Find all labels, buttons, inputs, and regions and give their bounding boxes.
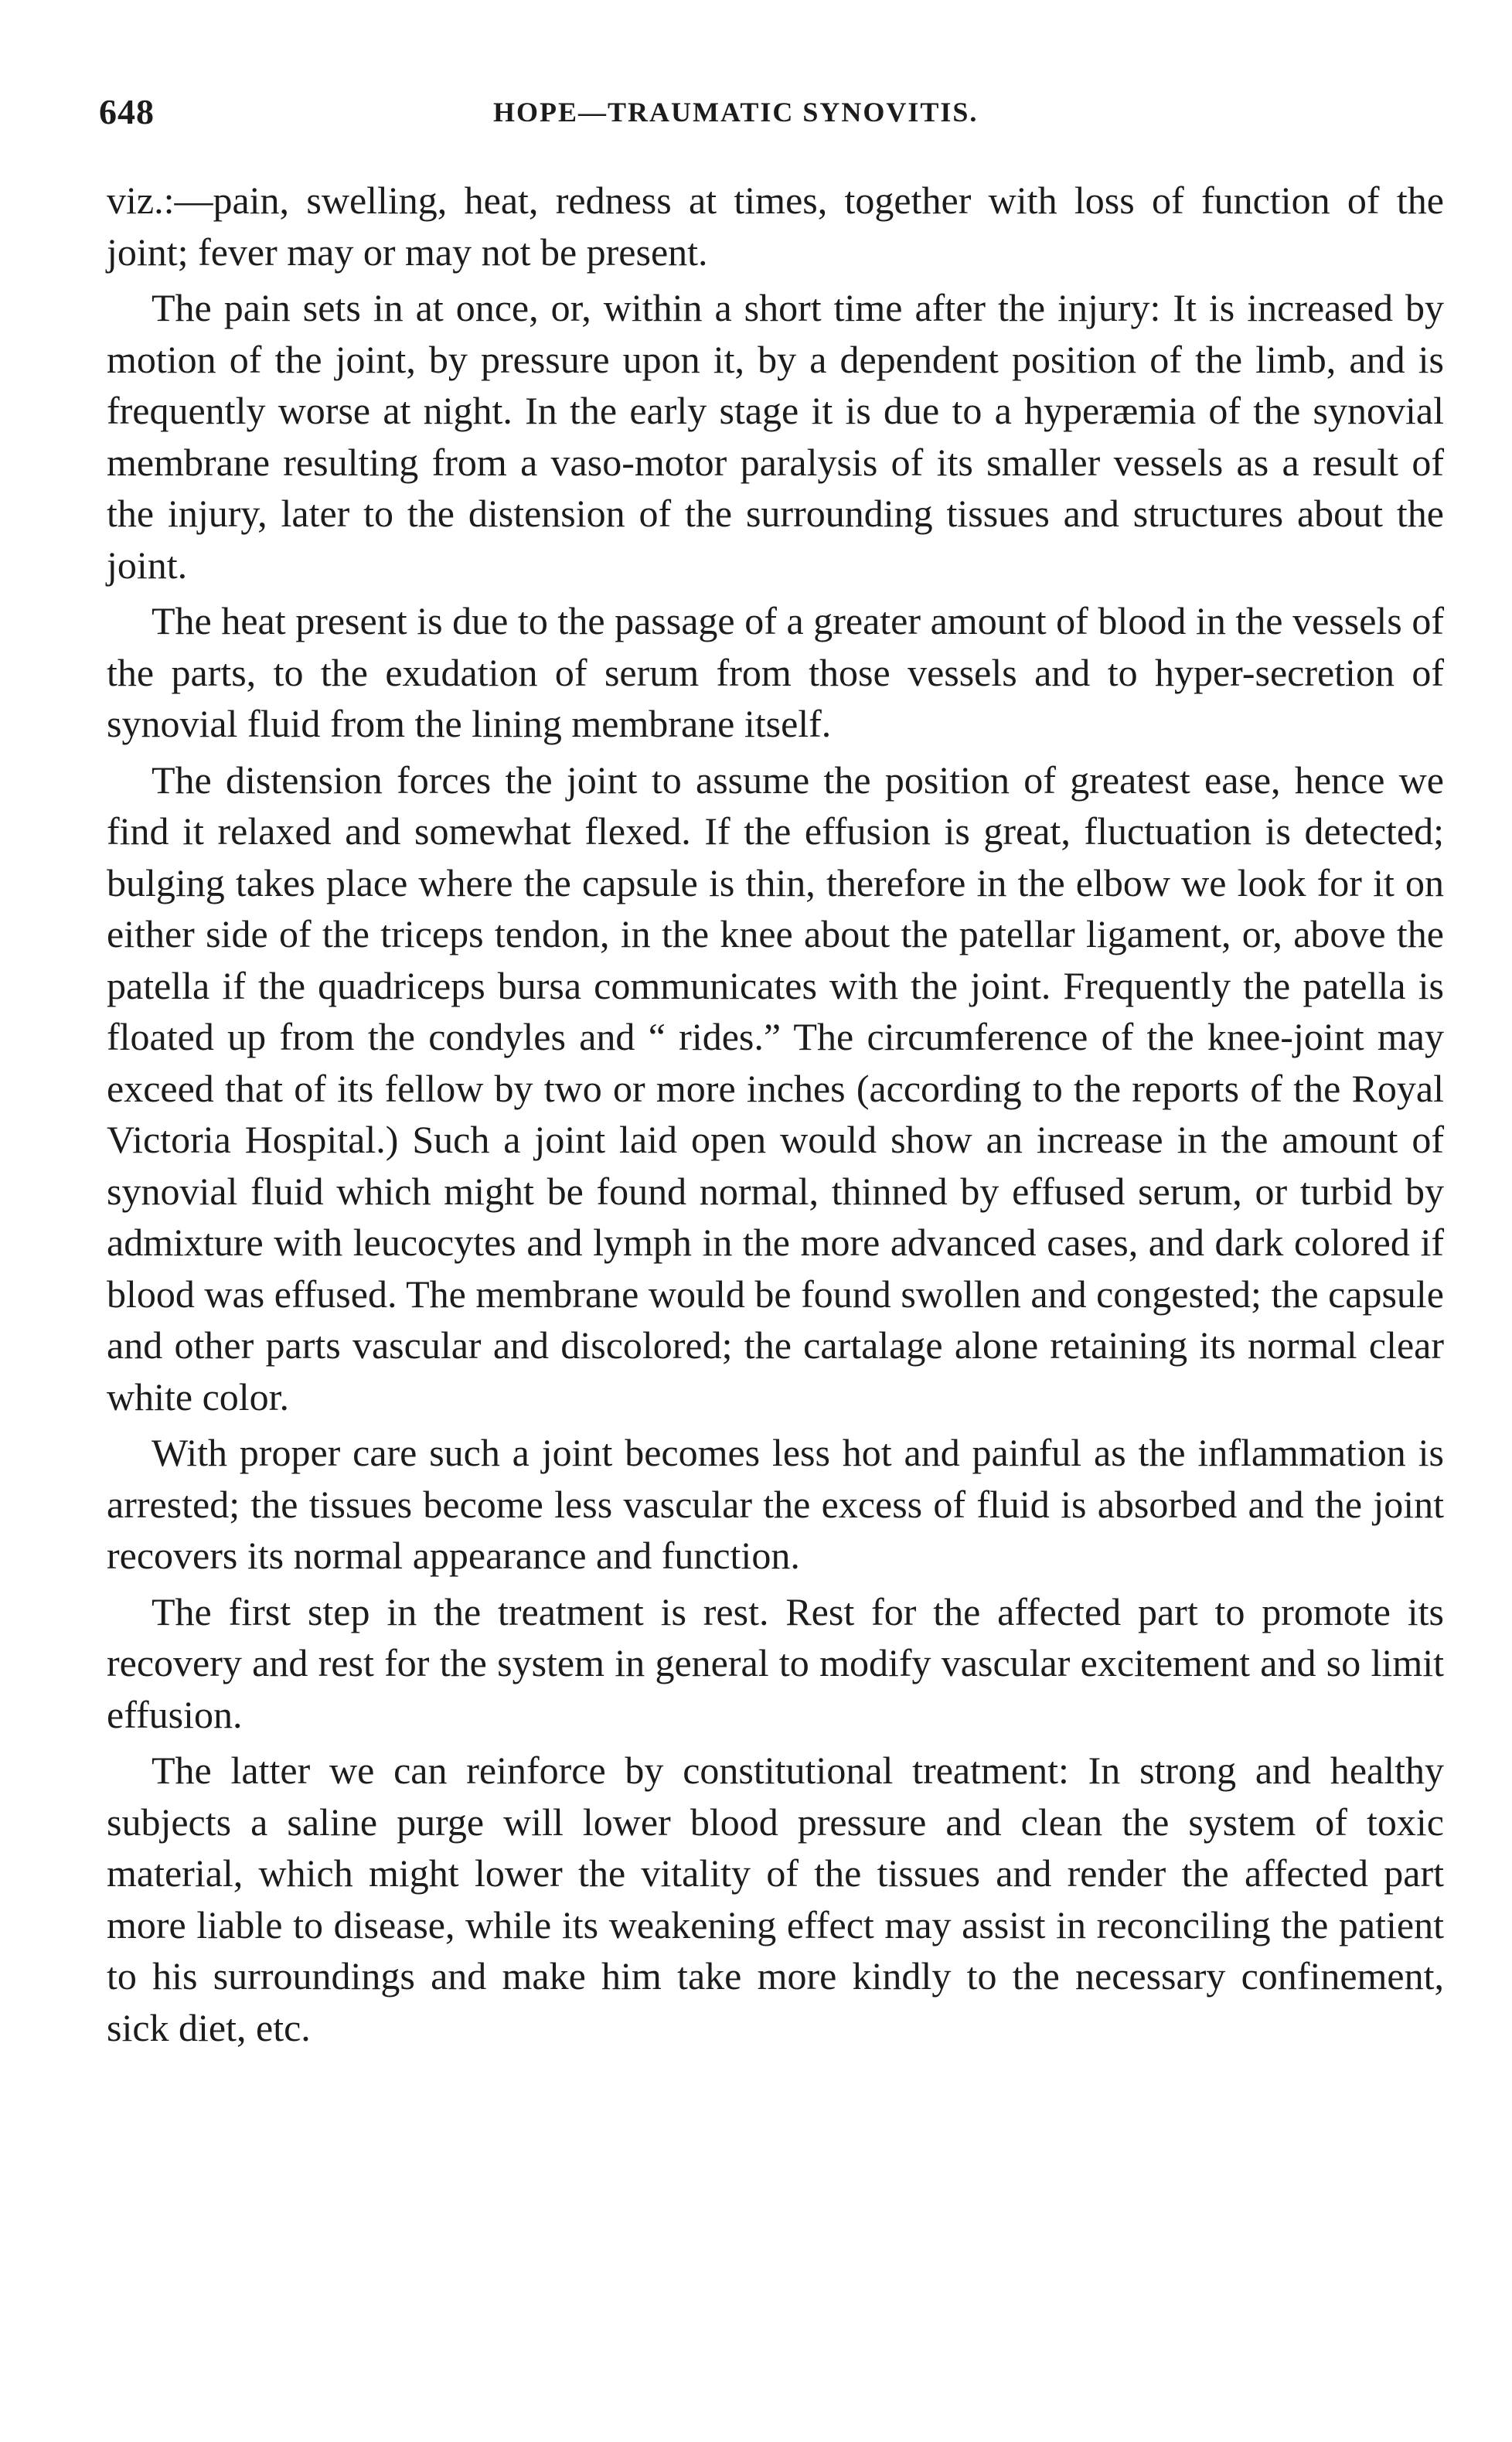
running-head (99, 91, 1452, 145)
running-title: HOPE—TRAUMATIC SYNOVITIS. (493, 97, 979, 128)
page-number: 648 (99, 92, 155, 131)
paragraph-distension: The distension forces the joint to assume the position of greatest ease, hence we find it relaxed and somewhat flexed. If the effusion is great, fluctuation is detected; bulging takes place where the capsule is thin, therefore in the elbow we look for it on either side of the triceps tendon, in the knee about the patellar ligament, or, above the patella if the quadriceps bursa communicates with the joint. Frequently the patella is floated up from the condyles and “ rides.” The circumference of the knee-joint may exceed that of its fellow by two or more inches (according to the reports of the Royal Victoria Hospital.) Such a joint laid open would show an increase in the amount of synovial fluid which might be found normal, thinned by effused serum, or turbid by admixture with leucocytes and lymph in the more advanced cases, and dark colored if blood was effused. The membrane would be found swollen and congested; the capsule and other parts vascular and discolored; the cartalage alone retaining its normal clear white color. (107, 758, 1444, 1419)
paragraph-treatment-rest: The first step in the treatment is rest. Rest for the affected part to promote its recovery and rest for the system in general to modify vascular excitement and so limit effusion. (107, 1589, 1444, 1736)
paragraph-pain: The pain sets in at once, or, within a short time after the injury: It is increased by motion of the joint, by pressure upon it, by a dependent position of the limb, and is frequently worse at night. In the early stage it is due to a hyperæmia of the synovial membrane resulting from a vaso-motor paralysis of its smaller vessels as a result of the injury, later to the distension of the surrounding tissues and structures about the joint. (107, 286, 1444, 587)
paragraph-symptoms-continued: viz.:—pain, swelling, heat, redness at times, together with loss of function of the joint; fever may or may not be present. (107, 179, 1444, 274)
paragraph-recovery: With proper care such a joint becomes less hot and painful as the inflammation is arrested; the tissues become less vascular the excess of fluid is absorbed and the joint recovers its normal appearance and function. (107, 1431, 1444, 1577)
paragraph-heat: The heat present is due to the passage of a greater amount of blood in the vessels of the parts, to the exudation of serum from those vessels and to hyper-secretion of synovial fluid from the lining membrane itself. (107, 599, 1444, 745)
paragraph-constitutional-treatment: The latter we can reinforce by constitutional treatment: In strong and healthy subjects a saline purge will lower blood pressure and clean the system of toxic material, which might lower the vitality of the tissues and render the affected part more liable to disease, while its weakening effect may assist in reconciling the patient to his surroundings and make him take more kindly to the necessary confinement, sick diet, etc. (107, 1749, 1444, 2049)
body-text (107, 175, 1444, 2058)
